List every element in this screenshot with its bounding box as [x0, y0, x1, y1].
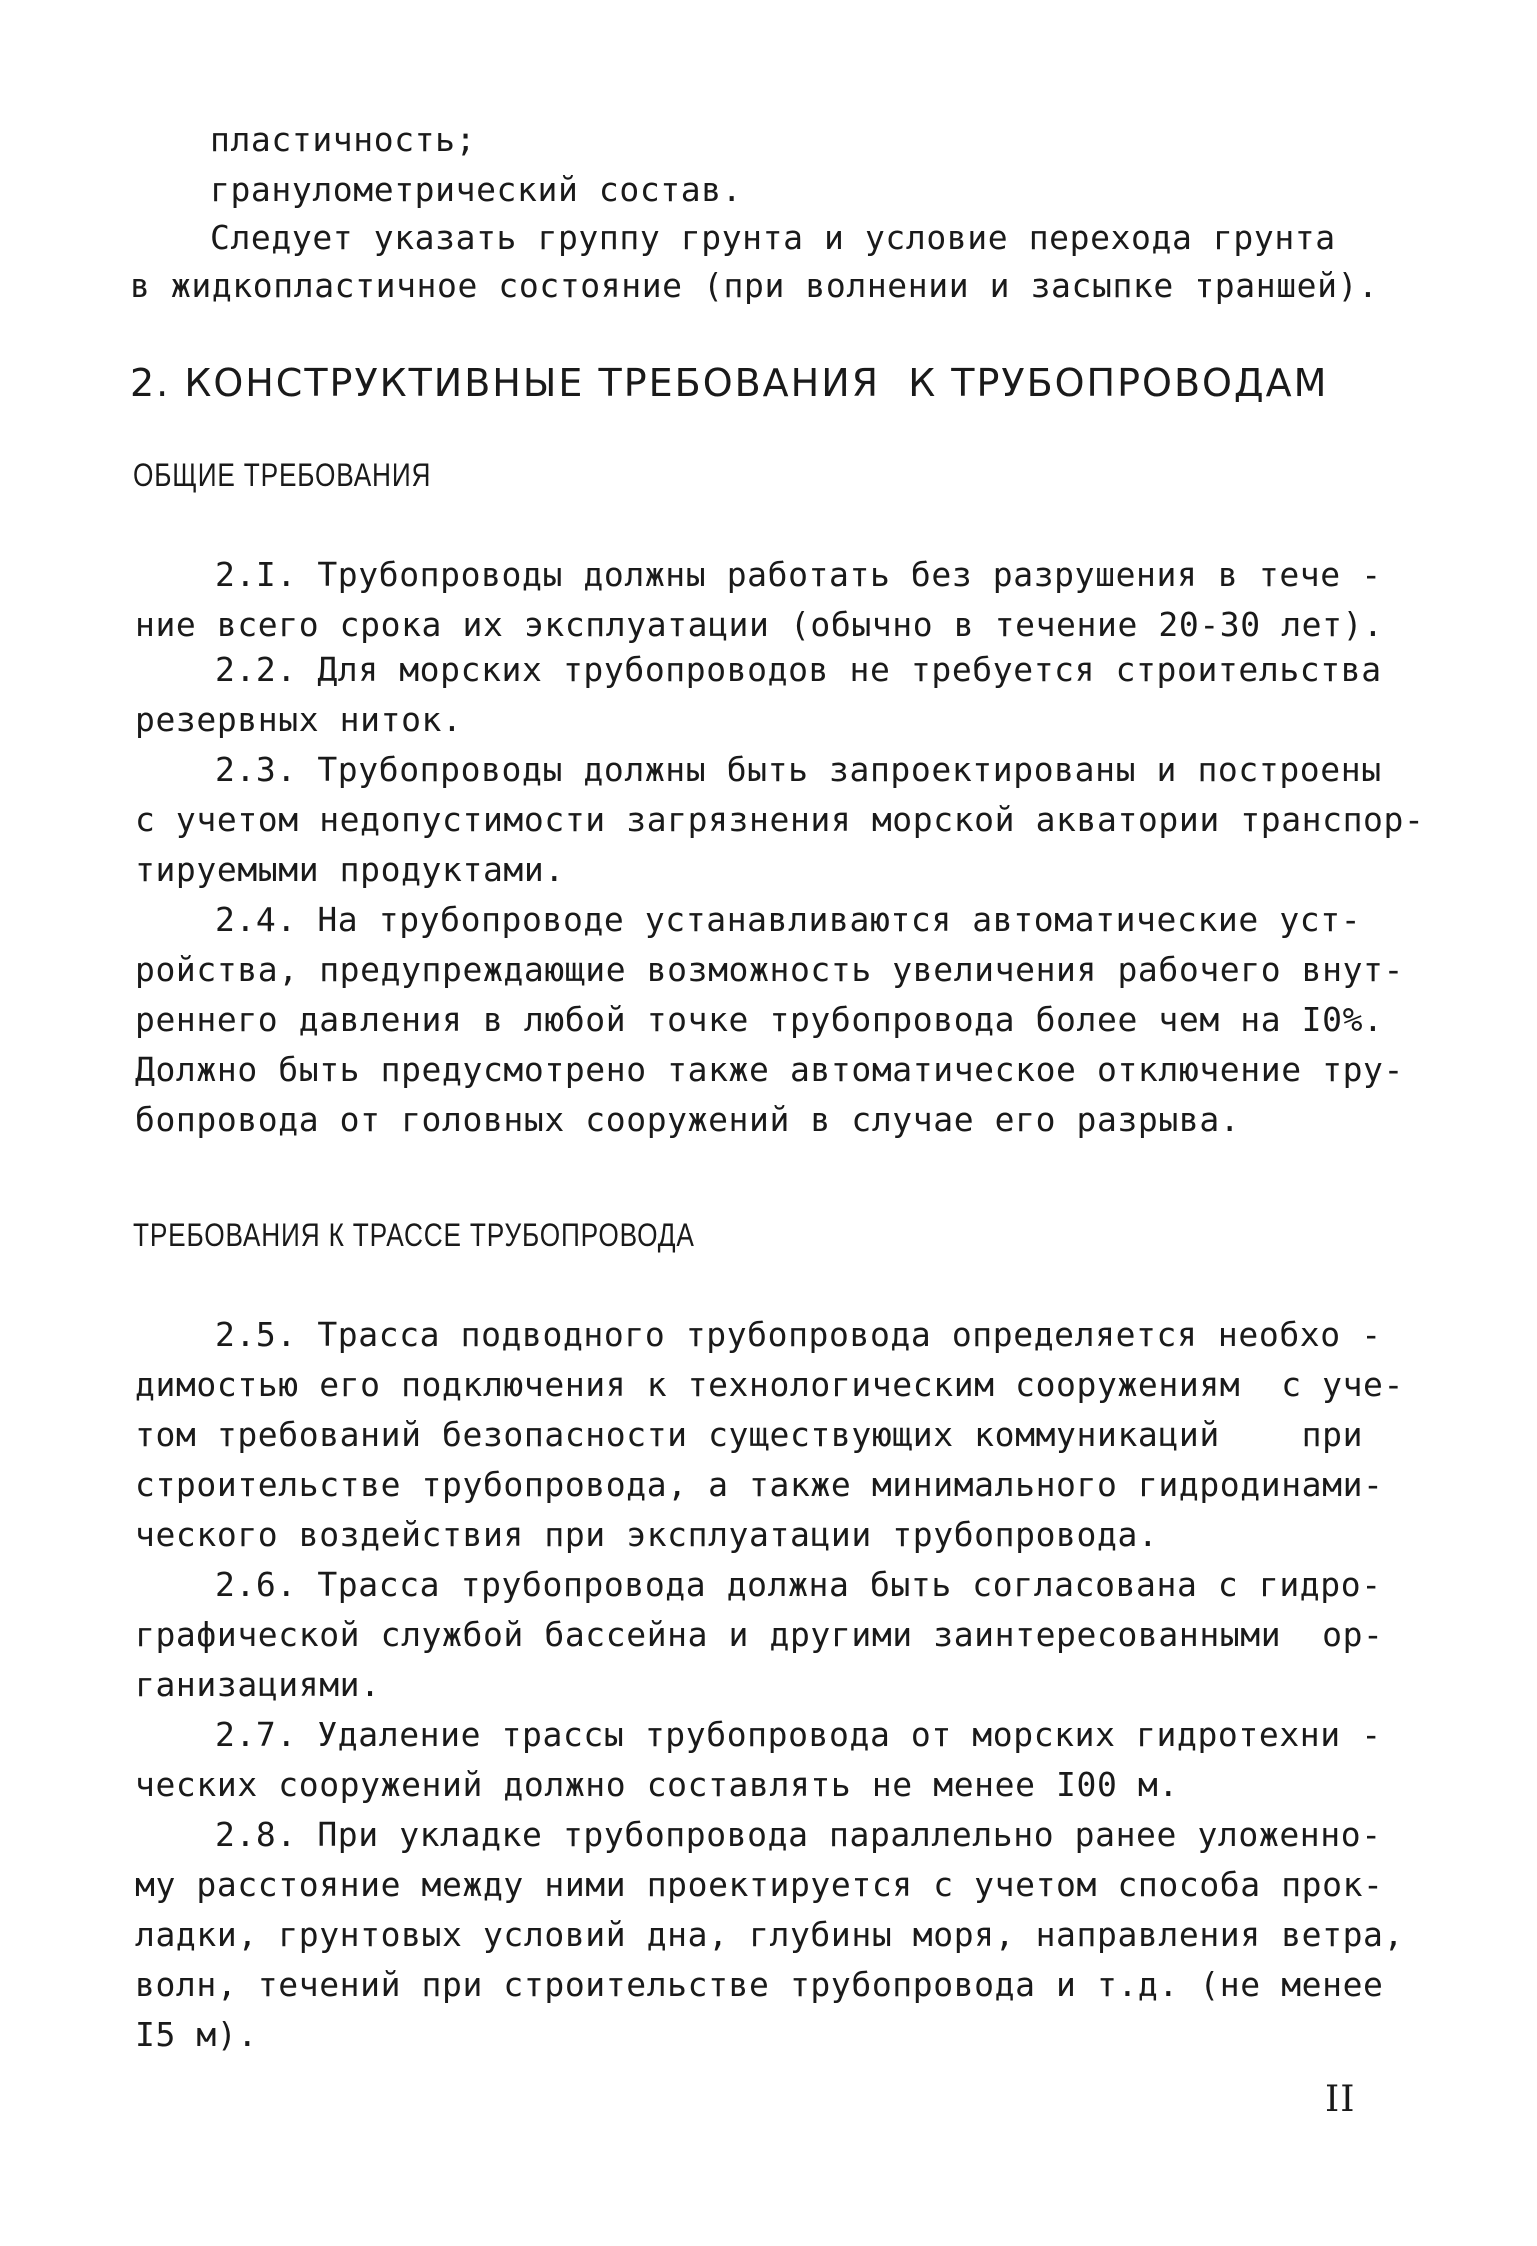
text-line: 2.8. При укладке трубопровода параллельно ранее уложенно-	[215, 1815, 1382, 1854]
text-line: 2.7. Удаление трассы трубопровода от морских гидротехни -	[215, 1715, 1382, 1754]
text-line: I5 м).	[135, 2015, 258, 2054]
subsection-heading: ОБЩИЕ ТРЕБОВАНИЯ	[133, 457, 432, 493]
text-line: ройства, предупреждающие возможность увеличения рабочего внут-	[135, 950, 1404, 989]
text-line: 2.4. На трубопроводе устанавливаются автоматические уст-	[215, 900, 1362, 939]
text-line: гранулометрический состав.	[210, 170, 743, 209]
text-line: 2.3. Трубопроводы должны быть запроектированы и построены	[215, 750, 1382, 789]
text-line: пластичность;	[210, 120, 477, 159]
text-line: тируемыми продуктами.	[135, 850, 565, 889]
text-line: в жидкопластичное состояние (при волнении и засыпке траншей).	[130, 266, 1379, 305]
text-line: димостью его подключения к технологическим сооружениям с уче-	[135, 1365, 1404, 1404]
text-line: с учетом недопустимости загрязнения морской акватории транспор-	[135, 800, 1425, 839]
text-line: 2.2. Для морских трубопроводов не требуется строительства	[215, 650, 1382, 689]
text-line: ладки, грунтовых условий дна, глубины моря, направления ветра,	[135, 1915, 1404, 1954]
text-line: бопровода от головных сооружений в случае его разрыва.	[135, 1100, 1241, 1139]
text-line: волн, течений при строительстве трубопровода и т.д. (не менее	[135, 1965, 1384, 2004]
text-line: графической службой бассейна и другими заинтересованными ор-	[135, 1615, 1384, 1654]
text-line: строительстве трубопровода, а также минимального гидродинами-	[135, 1465, 1384, 1504]
text-line: 2.I. Трубопроводы должны работать без разрушения в тече -	[215, 555, 1382, 594]
text-line: Следует указать группу грунта и условие перехода грунта	[210, 218, 1336, 257]
text-line: резервных ниток.	[135, 700, 463, 739]
section-title: 2. КОНСТРУКТИВНЫЕ ТРЕБОВАНИЯ К ТРУБОПРОВОДАМ	[130, 361, 1329, 405]
text-line: ческого воздействия при эксплуатации трубопровода.	[135, 1515, 1159, 1554]
text-line: ние всего срока их эксплуатации (обычно в течение 20-30 лет).	[135, 605, 1384, 644]
text-line: Должно быть предусмотрено также автоматическое отключение тру-	[135, 1050, 1404, 1089]
page-number: II	[1325, 2079, 1356, 2120]
subsection-heading: ТРЕБОВАНИЯ К ТРАССЕ ТРУБОПРОВОДА	[133, 1217, 695, 1253]
text-line: ческих сооружений должно составлять не менее I00 м.	[135, 1765, 1179, 1804]
text-line: му расстояние между ними проектируется с учетом способа прок-	[135, 1865, 1384, 1904]
text-line: реннего давления в любой точке трубопровода более чем на I0%.	[135, 1000, 1384, 1039]
text-line: 2.5. Трасса подводного трубопровода определяется необхо -	[215, 1315, 1382, 1354]
text-line: ганизациями.	[135, 1665, 381, 1704]
text-line: 2.6. Трасса трубопровода должна быть согласована с гидро-	[215, 1565, 1382, 1604]
text-line: том требований безопасности существующих коммуникаций при	[135, 1415, 1364, 1454]
